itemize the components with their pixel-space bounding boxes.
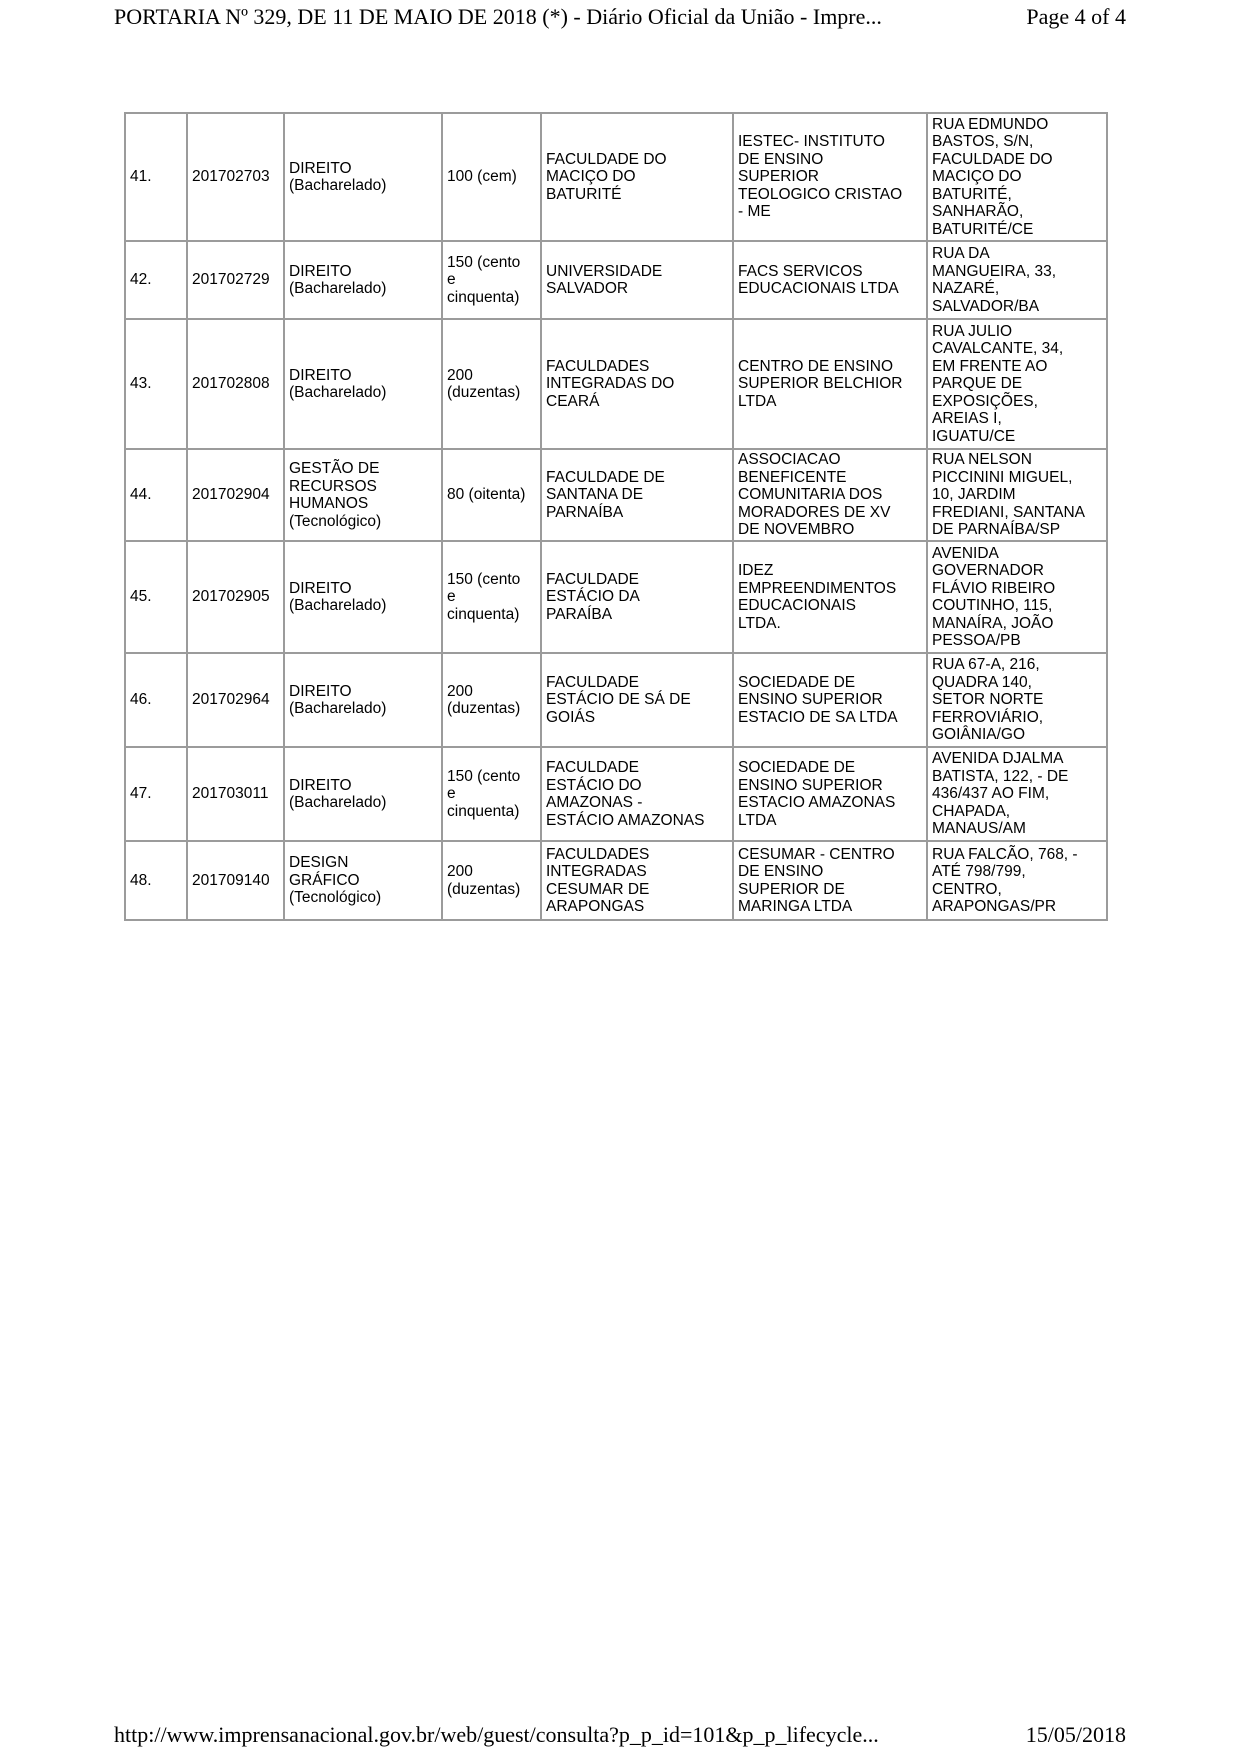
code-cell: 201702905	[188, 542, 285, 654]
page-number: Page 4 of 4	[1026, 4, 1126, 29]
vacancies-cell: 200 (duzentas)	[443, 654, 542, 748]
maintainer-cell: ASSOCIACAO BENEFICENTE COMUNITARIA DOS MORADORES DE XV DE NOVEMBRO	[734, 450, 928, 542]
vacancies-cell: 100 (cem)	[443, 114, 542, 242]
course-cell: DIREITO (Bacharelado)	[285, 114, 443, 242]
address-cell: RUA EDMUNDO BASTOS, S/N, FACULDADE DO MACIÇO DO BATURITÉ, SANHARÃO, BATURITÉ/CE	[928, 114, 1108, 242]
print-header	[0, 4, 1240, 34]
institution-cell: FACULDADE DO MACIÇO DO BATURITÉ	[542, 114, 734, 242]
address-cell: RUA JULIO CAVALCANTE, 34, EM FRENTE AO PARQUE DE EXPOSIÇÕES, AREIAS I, IGUATU/CE	[928, 320, 1108, 450]
course-cell: DESIGN GRÁFICO (Tecnológico)	[285, 842, 443, 921]
code-cell: 201702703	[188, 114, 285, 242]
institution-cell: FACULDADE ESTÁCIO DO AMAZONAS - ESTÁCIO AMAZONAS	[542, 748, 734, 842]
vacancies-cell: 150 (cento e cinquenta)	[443, 748, 542, 842]
table-row	[126, 842, 1108, 921]
code-cell: 201703011	[188, 748, 285, 842]
vacancies-cell: 80 (oitenta)	[443, 450, 542, 542]
row-number-cell: 47.	[126, 748, 188, 842]
institution-cell: FACULDADES INTEGRADAS DO CEARÁ	[542, 320, 734, 450]
institution-cell: FACULDADES INTEGRADAS CESUMAR DE ARAPONGAS	[542, 842, 734, 921]
code-cell: 201709140	[188, 842, 285, 921]
print-date: 15/05/2018	[1025, 1722, 1126, 1747]
maintainer-cell: IESTEC- INSTITUTO DE ENSINO SUPERIOR TEOLOGICO CRISTAO - ME	[734, 114, 928, 242]
code-cell: 201702729	[188, 242, 285, 320]
row-number-cell: 41.	[126, 114, 188, 242]
vacancies-cell: 200 (duzentas)	[443, 320, 542, 450]
address-cell: AVENIDA DJALMA BATISTA, 122, - DE 436/437 AO FIM, CHAPADA, MANAUS/AM	[928, 748, 1108, 842]
address-cell: RUA NELSON PICCININI MIGUEL, 10, JARDIM FREDIANI, SANTANA DE PARNAÍBA/SP	[928, 450, 1108, 542]
course-cell: DIREITO (Bacharelado)	[285, 748, 443, 842]
address-cell: AVENIDA GOVERNADOR FLÁVIO RIBEIRO COUTINHO, 115, MANAÍRA, JOÃO PESSOA/PB	[928, 542, 1108, 654]
code-cell: 201702964	[188, 654, 285, 748]
address-cell: RUA 67-A, 216, QUADRA 140, SETOR NORTE FERROVIÁRIO, GOIÂNIA/GO	[928, 654, 1108, 748]
maintainer-cell: SOCIEDADE DE ENSINO SUPERIOR ESTACIO DE SA LTDA	[734, 654, 928, 748]
institution-cell: FACULDADE ESTÁCIO DE SÁ DE GOIÁS	[542, 654, 734, 748]
table-row	[126, 450, 1108, 542]
courses-table	[124, 112, 1108, 921]
course-cell: DIREITO (Bacharelado)	[285, 320, 443, 450]
institution-cell: UNIVERSIDADE SALVADOR	[542, 242, 734, 320]
institution-cell: FACULDADE DE SANTANA DE PARNAÍBA	[542, 450, 734, 542]
course-cell: GESTÃO DE RECURSOS HUMANOS (Tecnológico)	[285, 450, 443, 542]
table-row	[126, 542, 1108, 654]
row-number-cell: 45.	[126, 542, 188, 654]
row-number-cell: 48.	[126, 842, 188, 921]
row-number-cell: 46.	[126, 654, 188, 748]
maintainer-cell: SOCIEDADE DE ENSINO SUPERIOR ESTACIO AMAZONAS LTDA	[734, 748, 928, 842]
maintainer-cell: CENTRO DE ENSINO SUPERIOR BELCHIOR LTDA	[734, 320, 928, 450]
code-cell: 201702808	[188, 320, 285, 450]
maintainer-cell: IDEZ EMPREENDIMENTOS EDUCACIONAIS LTDA.	[734, 542, 928, 654]
maintainer-cell: FACS SERVICOS EDUCACIONAIS LTDA	[734, 242, 928, 320]
table-row	[126, 320, 1108, 450]
course-cell: DIREITO (Bacharelado)	[285, 654, 443, 748]
table-row	[126, 748, 1108, 842]
row-number-cell: 42.	[126, 242, 188, 320]
course-cell: DIREITO (Bacharelado)	[285, 242, 443, 320]
document-title: PORTARIA Nº 329, DE 11 DE MAIO DE 2018 (*) - Diário Oficial da União - Impre...	[114, 4, 882, 29]
vacancies-cell: 150 (cento e cinquenta)	[443, 542, 542, 654]
table-body	[126, 114, 1108, 921]
address-cell: RUA DA MANGUEIRA, 33, NAZARÉ, SALVADOR/BA	[928, 242, 1108, 320]
table-row	[126, 654, 1108, 748]
row-number-cell: 43.	[126, 320, 188, 450]
table-row	[126, 114, 1108, 242]
address-cell: RUA FALCÃO, 768, - ATÉ 798/799, CENTRO, ARAPONGAS/PR	[928, 842, 1108, 921]
source-url: http://www.imprensanacional.gov.br/web/guest/consulta?p_p_id=101&p_p_lifecycle...	[114, 1722, 879, 1747]
print-footer	[0, 1722, 1240, 1752]
vacancies-cell: 150 (cento e cinquenta)	[443, 242, 542, 320]
code-cell: 201702904	[188, 450, 285, 542]
institution-cell: FACULDADE ESTÁCIO DA PARAÍBA	[542, 542, 734, 654]
table-row	[126, 242, 1108, 320]
maintainer-cell: CESUMAR - CENTRO DE ENSINO SUPERIOR DE MARINGA LTDA	[734, 842, 928, 921]
row-number-cell: 44.	[126, 450, 188, 542]
course-cell: DIREITO (Bacharelado)	[285, 542, 443, 654]
vacancies-cell: 200 (duzentas)	[443, 842, 542, 921]
